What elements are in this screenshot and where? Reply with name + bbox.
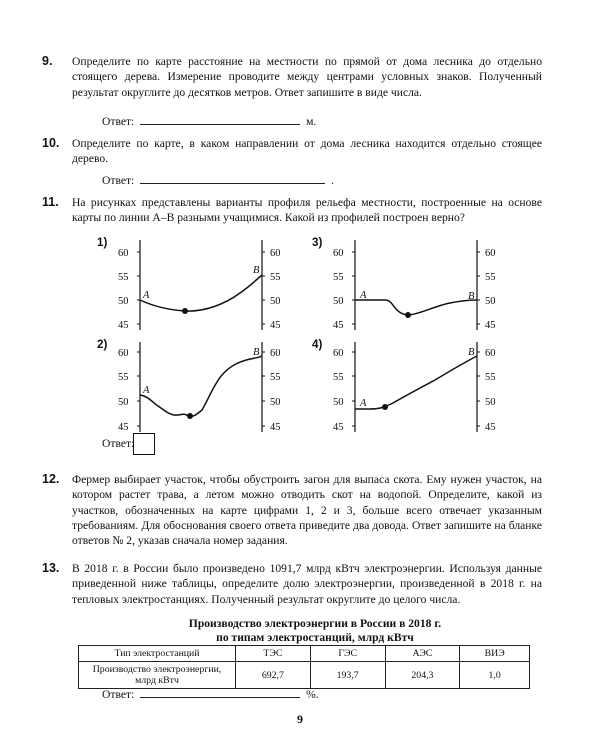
point-a-label: A: [360, 290, 367, 301]
tick-label: 60: [485, 248, 496, 259]
row-label-line-1: Производство электроэнергии,: [92, 664, 222, 675]
tick-label: 45: [333, 320, 344, 331]
question-number: 13.: [42, 561, 60, 575]
tick-label: 45: [270, 320, 281, 331]
table-title-line-2: по типам электростанций, млрд кВтч: [216, 631, 414, 644]
tick-label: 50: [485, 296, 496, 307]
profile-2-label: 2): [97, 338, 108, 351]
tick-label: 60: [118, 348, 129, 359]
value-cell: 692,7: [236, 662, 311, 689]
tick-label: 60: [270, 248, 281, 259]
table-title-line-1: Производство электроэнергии в России в 2018 г.: [188, 617, 442, 630]
question-text: Определите по карте расстояние на местности по прямой от дома лесника до отдельно стоящего дерева. Измерение проводите между центрами условных знаков. Полученный результат округлите до десятков метров. Ответ запишите в виде числа.: [72, 55, 542, 99]
tick-label: 55: [270, 372, 281, 383]
header-cell: ВИЭ: [460, 646, 530, 662]
question-10: [42, 136, 542, 167]
point-a-label: A: [143, 385, 150, 396]
answer-blank[interactable]: [140, 686, 300, 698]
left-axis-ticks: [333, 348, 355, 433]
question-number: 12.: [42, 472, 60, 486]
right-axis-ticks: [477, 348, 496, 433]
tick-label: 45: [118, 422, 129, 433]
profile-1-label: 1): [97, 236, 108, 249]
tick-label: 55: [118, 272, 129, 283]
tick-label: 55: [118, 372, 129, 383]
question-text: В 2018 г. в России было произведено 1091,7 млрд кВтч электроэнергии. Используя данные приведенной ниже таблицы, определите долю электроэнергии, произведенной в 2018 г. на тепловых электростанциях. Полученный результат округлите до целого числа.: [72, 562, 542, 606]
right-axis-ticks: [262, 248, 281, 331]
answer-label: Ответ:: [102, 437, 135, 450]
question-number: 11.: [42, 195, 59, 209]
profile-curve: [355, 300, 477, 315]
profile-3-label: 3): [312, 236, 323, 249]
table-row: [79, 662, 530, 689]
tick-label: 50: [485, 397, 496, 408]
answer-blank[interactable]: [140, 113, 300, 125]
answer-unit: %.: [306, 688, 319, 701]
point-marker: [382, 404, 388, 410]
row-label-line-2: млрд кВтч: [135, 675, 179, 686]
tick-label: 50: [333, 296, 344, 307]
answer-box[interactable]: [133, 433, 155, 455]
tick-label: 50: [333, 397, 344, 408]
tick-label: 60: [118, 248, 129, 259]
header-cell: Тип электростанций: [79, 646, 236, 662]
point-a-label: A: [143, 290, 150, 301]
page-number: 9: [297, 712, 303, 726]
point-marker: [182, 308, 188, 314]
profile-curve: [355, 356, 477, 409]
question-13: [42, 561, 542, 607]
tick-label: 55: [270, 272, 281, 283]
point-marker: [405, 312, 411, 318]
tick-label: 60: [333, 348, 344, 359]
answer-line-9[interactable]: [102, 113, 316, 128]
tick-label: 60: [270, 348, 281, 359]
left-axis-ticks: [333, 248, 355, 331]
profile-graph-3: [325, 238, 515, 338]
tick-label: 45: [485, 320, 496, 331]
tick-label: 50: [118, 397, 129, 408]
question-text: Фермер выбирает участок, чтобы обустроить загон для выпаса скота. Ему нужен участок, на котором растет трава, а летом можно отводить скот на водопой. Определите, какой из участков, обозначенных на карте цифрами 1, 2 и 3, больше всего отвечает указанным требованиям. Для обоснования своего ответа приведите два довода. Ответ запишите на бланке ответов № 2, указав сначала номер задания.: [72, 473, 542, 548]
left-axis-ticks: [118, 348, 140, 433]
tick-label: 50: [270, 296, 281, 307]
tick-label: 55: [333, 372, 344, 383]
question-number: 9.: [42, 54, 53, 68]
answer-line-11: [102, 437, 134, 450]
point-marker: [187, 413, 193, 419]
tick-label: 60: [333, 248, 344, 259]
tick-label: 55: [485, 372, 496, 383]
tick-label: 60: [485, 348, 496, 359]
value-cell: 204,3: [385, 662, 460, 689]
tick-label: 45: [270, 422, 281, 433]
table-header-row: [79, 646, 530, 662]
right-axis-ticks: [477, 248, 496, 331]
question-12: [42, 472, 542, 548]
point-b-label: B: [468, 291, 475, 302]
header-cell: ГЭС: [310, 646, 385, 662]
point-a-label: A: [360, 398, 367, 409]
value-cell: 193,7: [310, 662, 385, 689]
tick-label: 45: [118, 320, 129, 331]
tick-label: 50: [270, 397, 281, 408]
answer-unit: м.: [306, 115, 317, 128]
point-b-label: B: [253, 265, 260, 276]
answer-line-10[interactable]: [102, 172, 334, 187]
point-b-label: B: [253, 347, 260, 358]
tick-label: 55: [485, 272, 496, 283]
electricity-production-table: [78, 645, 530, 689]
tick-label: 50: [118, 296, 129, 307]
profile-curve: [140, 356, 262, 417]
tick-label: 55: [333, 272, 344, 283]
value-cell: 1,0: [460, 662, 530, 689]
question-9: [42, 54, 542, 100]
answer-line-13[interactable]: [102, 686, 319, 701]
question-text: Определите по карте, в каком направлении от дома лесника находится отдельно стоящее дерево.: [72, 137, 542, 166]
profile-graph-4: [325, 340, 515, 440]
question-text: На рисунках представлены варианты профиля рельефа местности, построенные на основе карты по линии А–В разными учащимися. Какой из профилей построен верно?: [72, 196, 542, 225]
answer-blank[interactable]: [140, 172, 325, 184]
answer-end: .: [331, 174, 334, 187]
profile-4-label: 4): [312, 338, 323, 351]
answer-label: Ответ:: [102, 115, 135, 128]
answer-label: Ответ:: [102, 688, 135, 701]
tick-label: 45: [485, 422, 496, 433]
header-cell: ТЭС: [236, 646, 311, 662]
profile-graph-1: [110, 238, 300, 338]
question-11: [42, 195, 542, 226]
left-axis-ticks: [118, 248, 140, 331]
point-b-label: B: [468, 347, 475, 358]
right-axis-ticks: [262, 348, 281, 433]
answer-label: Ответ:: [102, 174, 135, 187]
profile-curve: [140, 275, 262, 311]
question-number: 10.: [42, 136, 60, 150]
profile-graph-2: [110, 340, 300, 440]
tick-label: 45: [333, 422, 344, 433]
table-caption: [100, 617, 530, 645]
row-label-cell: [79, 662, 236, 689]
header-cell: АЭС: [385, 646, 460, 662]
